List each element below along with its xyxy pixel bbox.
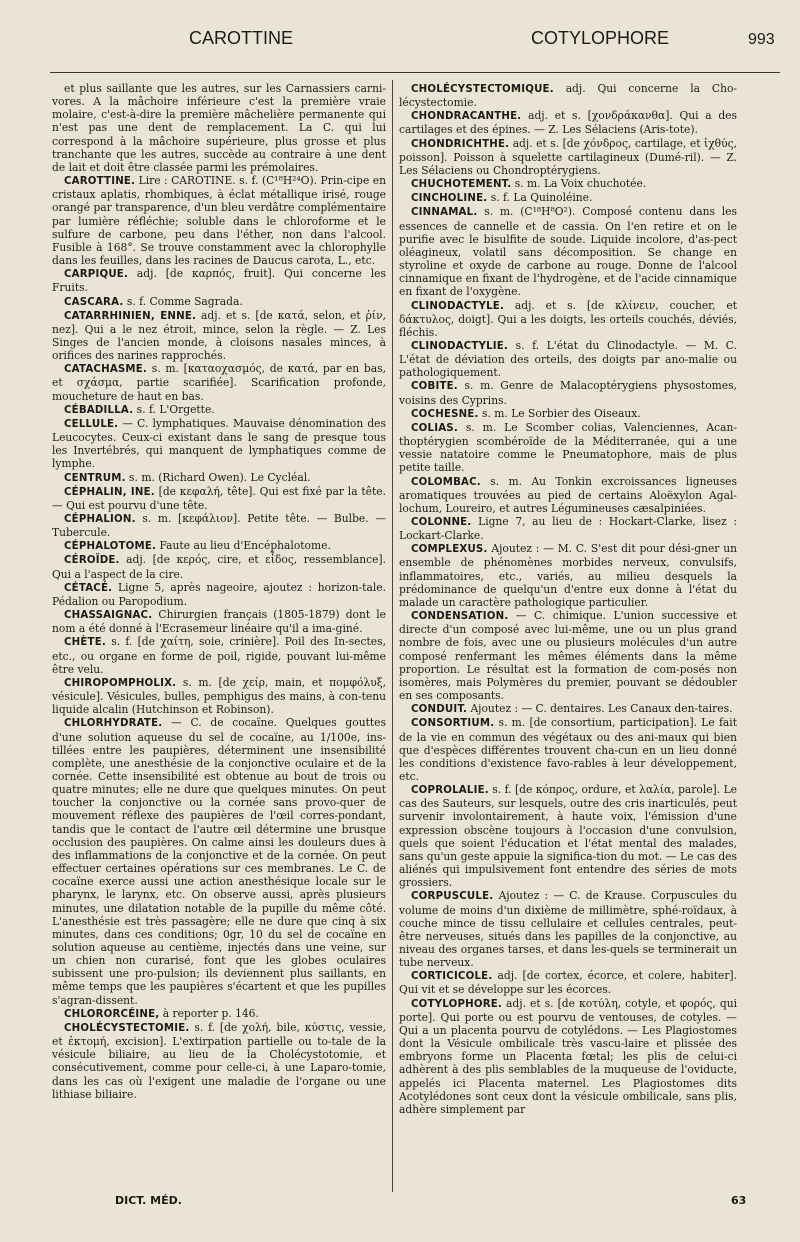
entry-definition: adj. et s. [de κατά, selon, et ῥίν, nez]. Qui a le nez étroit, mince, selon la règle. — Z. Les Singes de l'ancien monde, à cloisons nasales minces, à orifices des narines rapprochés.	[52, 308, 386, 363]
entry-headword: COLIAS.	[411, 422, 458, 434]
left-column	[52, 82, 386, 1101]
entry-definition: adj. et s. [de χόνδρος, cartilage, et ἰχθύς, poisson]. Poisson à squelette cartilagineux (Dumé-ril). — Z. Les Sélaciens ou Chondroptérygiens.	[399, 136, 737, 177]
entry-definition: s. f. [de χαίτη, soie, crinière]. Poil des In-sectes, etc., ou organe en forme de poil, rigide, pouvant lui-même être velu.	[52, 635, 386, 676]
dictionary-entry	[52, 403, 386, 417]
entry-definition: s. f. [de χολή, bile, κύστις, vessie, et ἐκτομή, excision]. L'extirpation partielle ou to-tale de la vésicule biliaire, au lieu de la Cholécystotomie, et consécutivement, comme pour celle-ci, à une Laparo-tomie, dans les cas où l'exigent une maladie de l'organe ou une lithiase biliaire.	[52, 1020, 386, 1101]
dictionary-entry	[399, 205, 737, 298]
entry-headword: CHASSAIGNAC.	[64, 610, 153, 622]
entry-definition: à reporter p. 146.	[162, 1006, 259, 1020]
dictionary-entry	[399, 783, 737, 889]
entry-definition: adj. et s. [de κοτύλη, cotyle, et φορός, qui porte]. Qui porte ou est pourvu de ventouses, de cotyles. — Qui a un placenta pourvu de cotylédons. — Les Plagiostomes dont la Vésicule ombilicale très vascu-laire et plissée des embryons forme un Placenta fœtal; les plis de celui-ci adhèrent à des plis semblables de la muqueuse de l'oviducte, appelés ici Placenta maternel. Les Plagiostomes dits Acotylédones sont ceux dont la vésicule ombilicale, sans plis, adhère simplement par	[399, 996, 737, 1116]
dictionary-entry	[399, 889, 737, 969]
entry-definition: s. m. Le Sorbier des Oiseaux.	[482, 406, 641, 420]
entry-headword: CATACHASME.	[64, 364, 148, 376]
dictionary-entry	[52, 581, 386, 608]
dictionary-entry	[399, 515, 737, 542]
dictionary-entry	[52, 512, 386, 539]
entry-definition: s. f. L'état du Clinodactyle. — M. C. L'état de déviation des orteils, des doigts par ano-malie ou pathologiquement.	[399, 338, 737, 380]
entry-headword: CHONDRICHTHE.	[411, 138, 510, 150]
dictionary-entry	[52, 716, 386, 1006]
dictionary-entry	[52, 174, 386, 267]
right-column	[399, 82, 737, 1116]
dictionary-entry	[399, 379, 737, 406]
entry-headword: CARPIQUE.	[64, 269, 129, 281]
entry-definition: s. m. Genre de Malacoptérygiens physostomes, voisins des Cyprins.	[399, 379, 737, 407]
entry-headword: CÉPHALIN, INE.	[64, 486, 155, 498]
dictionary-entry	[399, 997, 737, 1116]
entry-headword: CORTICICOLE.	[411, 971, 493, 983]
entry-definition: s. f. L'Orgette.	[136, 402, 215, 416]
dictionary-entry	[399, 82, 737, 109]
entry-headword: CHLORHYDRATE.	[64, 718, 163, 730]
entry-headword: CHLORORCÉINE,	[64, 1008, 160, 1020]
entry-headword: CLINODACTYLIE.	[411, 340, 508, 352]
entry-headword: CASCARA.	[64, 296, 124, 308]
entry-definition: s. f. [de κόπρος, ordure, et λαλία, parole]. Le cas des Sauteurs, sur lesquels, outre des cris inarticulés, peut survenir involontairement, à haute voix, l'émission d'une expression obscène toujours à l'occasion d'une convulsion, quels que soient l'éducation et l'état mental des malades, sans qu'un geste appuie la significa-tion du mot. — Le cas des aliénés qui impulsivement font entendre des séries de mots grossiers.	[399, 783, 737, 890]
entry-definition: s. m. [καταοχασμός, de κατά, par en bas, et σχάσμα, partie scarifiée]. Scarification profonde, moucheture de haut en bas.	[52, 362, 386, 403]
entry-headword: CÉBADILLA.	[64, 404, 134, 416]
dictionary-entry	[399, 969, 737, 996]
entry-definition: [de κεφαλή, tête]. Qui est fixé par la tête. — Qui est pourvu d'une tête.	[52, 484, 386, 512]
entry-headword: CÉPHALION.	[64, 514, 136, 525]
dictionary-entry	[52, 309, 386, 363]
entry-headword: COBITE.	[411, 381, 458, 393]
entry-definition: Lire : CAROTINE. s. f. (C¹⁸H²⁴O). Prin-cipe en cristaux aplatis, rhombiques, à éclat métallique irisé, rouge orangé par transparence, d'un bleu verdâtre complémentaire par lumière réfléchie; soluble dans le chloroforme et le sulfure de carbone, peu dans l'éther, non dans l'alcool. Fusible à 168°. Se trouve constamment avec la chlorophylle dans les feuilles, dans les racines de Daucus carota, L., etc.	[52, 174, 386, 268]
running-header	[0, 0, 800, 50]
entry-definition: s. m. La Voix chuchotée.	[514, 177, 647, 191]
entry-definition: Ligne 7, au lieu de : Hockart-Clarke, lisez : Lockart-Clarke.	[399, 515, 737, 543]
dictionary-entry	[399, 702, 737, 716]
dictionary-entry	[52, 1007, 386, 1021]
dictionary-entry	[399, 609, 737, 702]
entry-headword: CÉTACÉ.	[64, 582, 113, 594]
dictionary-entry	[399, 191, 737, 205]
entry-headword: CÉPHALOTOME.	[64, 541, 157, 553]
entry-definition: Faute au lieu d'Encéphalotome.	[159, 539, 331, 553]
entry-definition: adj. [de cortex, écorce, et colere, habiter]. Qui vit et se développe sur les écorces.	[399, 969, 738, 997]
entry-definition: s. m. [κεφάλιον]. Petite tête. — Bulbe. — Tubercule.	[52, 512, 387, 540]
entry-headword: CHOLÉCYSTECTOMIQUE.	[411, 84, 554, 95]
dictionary-entry	[52, 676, 386, 716]
dictionary-entry	[52, 1021, 386, 1101]
entry-headword: CONSORTIUM.	[411, 718, 495, 730]
entry-headword: CORPUSCULE.	[411, 891, 494, 903]
footer-dict-label: DICT. MÉD.	[115, 1194, 182, 1207]
entry-definition: s. m. Au Tonkin excroissances ligneuses aromatiques trouvées au pied de certains Aloëxylon Agal-lochum, Loureiro, et autres Légumineuses cæsalpiniées.	[399, 474, 737, 515]
dictionary-entry	[399, 177, 737, 191]
entry-headword: CONDENSATION.	[411, 611, 509, 623]
entry-definition: s. f. La Quinoléine.	[490, 191, 593, 205]
dictionary-entry	[52, 362, 386, 402]
entry-headword: COMPLEXUS.	[411, 544, 488, 556]
entry-definition: — C. chimique. L'union successive et directe d'un composé avec lui-même, une ou un plus grand nombre de fois, avec une ou plusieurs molécules d'un autre composé renfermant les mêmes éléments dans la même proportion. Le résultat est la formation de com-posés non isomères, mais Polymères du premier, pouvant se dédoubler en ses composants.	[399, 609, 737, 703]
entry-headword: CELLULE.	[64, 418, 119, 430]
entry-definition: — C. lymphatiques. Mauvaise dénomination des Leucocytes. Ceux-ci existant dans le sang de presque tous les Invertébrés, qui manquent de lymphatiques comme de lymphe.	[52, 416, 386, 471]
dictionary-entry	[399, 716, 737, 783]
entry-definition: adj. et s. [χονδράκανθα]. Qui a des cartilages et des épines. — Z. Les Sélaciens (Aris-tote).	[399, 109, 737, 137]
dictionary-entry	[399, 299, 737, 339]
entry-definition: — C. de cocaïne. Quelques gouttes d'une solution aqueuse du sel de cocaïne, au 1/100e, ins-tillées entre les paupières, déterminent une insensibilité complète, une anesthésie de la conjonctive oculaire et de la cornée. Cette insensibilité est obtenue au bout de trois ou quatre minutes; elle ne dure que quelques minutes. On peut toucher la conjonctive ou la cornée sans provo-quer de mouvement réflexe des paupières de l'œil corres-pondant, tandis que le contact de l'autre œil détermine une brusque occlusion des paupières. On calme ainsi les douleurs dues à des inflammations de la conjonctive et de la cornée. On peut effectuer certaines opérations sur ces membranes. Le C. de cocaïne exerce aussi une action anesthésique locale sur le pharynx, le larynx, etc. On observe aussi, après plusieurs minutes, une dilatation notable de la pupille du même côté. L'anesthésie est très passagère; elle ne dure que cinq à six minutes, dans ces conditions; 0gr, 10 du sel de cocaïne en solution aqueuse au centième, injectés dans une veine, sur un chien non curarisé, font que les globes oculaires subissent une pro-pulsion; ils deviennent plus saillants, en même temps que les paupières s'écartent et que les pupilles s'agran-dissent.	[52, 716, 386, 1007]
page-number: 993	[748, 31, 775, 48]
entry-headword: CONDUIT.	[411, 704, 468, 716]
dictionary-entry	[52, 539, 386, 553]
entry-definition: Ajoutez : — M. C. S'est dit pour dési-gner un ensemble de phénomènes morbides nerveux, convulsifs, inflammatoires, etc., variés, au milieu desquels la prédominance de quelqu'un d'entre eux donne à l'état du malade un caractère pathologique particulier.	[399, 542, 737, 609]
entry-definition: Chirurgien français (1805-1879) dont le nom a été donné à l'Ecrasemeur linéaire qu'il a ima-giné.	[52, 608, 386, 636]
dictionary-entry	[52, 267, 386, 294]
dictionary-entry	[399, 421, 737, 475]
dictionary-entry	[52, 417, 386, 471]
dictionary-entry	[52, 485, 386, 512]
entry-headword: CÉROÏDE.	[64, 555, 120, 567]
entry-definition: et plus saillante que les autres, sur les Carnassiers carni-vores. A la mâchoire inférieure c'est la première vraie molaire, c'est-à-dire la première mâchelière permanente qui n'est pas une dent de remplacement. La C. qui lui correspond à la mâchoire supérieure, plus grosse et plus tranchante que les autres, succède au contraire à une dent de lait et doit être classée parmi les prémolaires.	[52, 82, 386, 174]
entry-headword: CENTRUM.	[64, 472, 126, 484]
entry-headword: COTYLOPHORE.	[411, 998, 502, 1010]
right-running-head: COTYLOPHORE	[531, 28, 670, 48]
dictionary-entry	[52, 635, 386, 675]
dictionary-entry	[399, 137, 737, 177]
entry-headword: COLOMBAC.	[411, 476, 481, 488]
entry-headword: COCHESNE.	[411, 408, 479, 420]
entry-headword: CHOLÉCYSTECTOMIE.	[64, 1022, 190, 1034]
entry-definition: Ajoutez : — C. de Krause. Corpuscules du volume de moins d'un dixième de millimètre, sphé-roïdaux, à couche mince de tissu cellulaire et cellules centrales, peut-être nerveuses, situés dans les papilles de la conjonctive, au niveau des organes tarses, et dans les-quels se terminerait un tube nerveux.	[399, 889, 737, 970]
entry-definition: s. m. [de χείρ, main, et πομφόλυξ, vésicule]. Vésicules, bulles, pemphigus des mains, à con-tenu liquide alcalin (Hutchinson et Robinson).	[52, 675, 386, 717]
entry-definition: adj. et s. [de κλίνειν, coucher, et δάκτυλος, doigt]. Qui a les doigts, les orteils couchés, déviés, fléchis.	[399, 298, 737, 339]
dictionary-entry	[399, 475, 737, 515]
entry-headword: COPROLALIE.	[411, 785, 489, 797]
entry-definition: s. m. Le Scomber colias, Valenciennes, Acan-thoptérygien scombéroïde de la Méditerranée, qui a une vessie natatoire comme le Pneumatophore, mais de plus petite taille.	[399, 420, 737, 475]
entry-definition: Ajoutez : — C. dentaires. Les Canaux den-taires.	[470, 702, 733, 716]
dictionary-entry	[52, 553, 386, 580]
header-rule	[50, 72, 780, 73]
entry-headword: CATARRHINIEN, ENNE.	[64, 310, 197, 322]
entry-headword: CHUCHOTEMENT.	[411, 179, 512, 191]
entry-headword: CHIROPOMPHOLIX.	[64, 677, 177, 689]
entry-headword: CAROTTINE.	[64, 176, 136, 188]
entry-definition: s. f. Comme Sagrada.	[126, 294, 243, 308]
footer-signature: 63	[731, 1194, 747, 1207]
entry-definition: s. m. (Richard Owen). Le Cycléal.	[129, 470, 311, 484]
dictionary-entry	[399, 109, 737, 136]
entry-headword: CINNAMAL.	[411, 207, 478, 219]
dictionary-entry	[52, 82, 386, 174]
entry-headword: COLONNE.	[411, 517, 472, 528]
dictionary-entry	[52, 295, 386, 309]
column-divider	[392, 80, 393, 1192]
left-running-head: CAROTTINE	[189, 28, 294, 48]
dictionary-entry	[52, 471, 386, 485]
entry-headword: CHONDRACANTHE.	[411, 111, 522, 123]
entry-headword: CLINODACTYLE.	[411, 300, 505, 312]
entry-definition: Ligne 5, après nageoire, ajoutez : horizon-tale. Pédalion ou Paropodium.	[52, 580, 386, 608]
entry-headword: CINCHOLINE.	[411, 193, 488, 205]
dictionary-entry	[399, 542, 737, 609]
entry-definition: adj. Qui concerne la Cho-lécystectomie.	[399, 82, 738, 110]
entry-definition: s. m. [de consortium, participation]. Le fait de la vie en commun des végétaux ou des ani-maux qui bien que d'espèces différentes trouvent cha-cun en un lieu donné les conditions d'existence favo-rables à leur développement, etc.	[399, 716, 737, 783]
entry-headword: CHÈTE.	[64, 637, 106, 649]
entry-definition: adj. [de κερός, cire, et εἶδος, ressemblance]. Qui a l'aspect de la cire.	[52, 553, 386, 581]
entry-definition: adj. [de καρπός, fruit]. Qui concerne les Fruits.	[52, 267, 386, 295]
dictionary-entry	[399, 339, 737, 379]
dictionary-entry	[399, 407, 737, 421]
entry-definition: s. m. (C¹⁸H⁸O²). Composé contenu dans les essences de cannelle et de cassia. On l'en retire et on le purifie avec le bisulfite de soude. Liquide incolore, d'as-pect oléagineux, volatil sans décomposition. Se change en styroline et oxyde de carbone au rouge. Donne de l'alcool cinnamique en fixant de l'hydrogène, et de l'acide cinnamique en fixant de l'oxygène.	[399, 205, 737, 299]
dictionary-entry	[52, 608, 386, 635]
